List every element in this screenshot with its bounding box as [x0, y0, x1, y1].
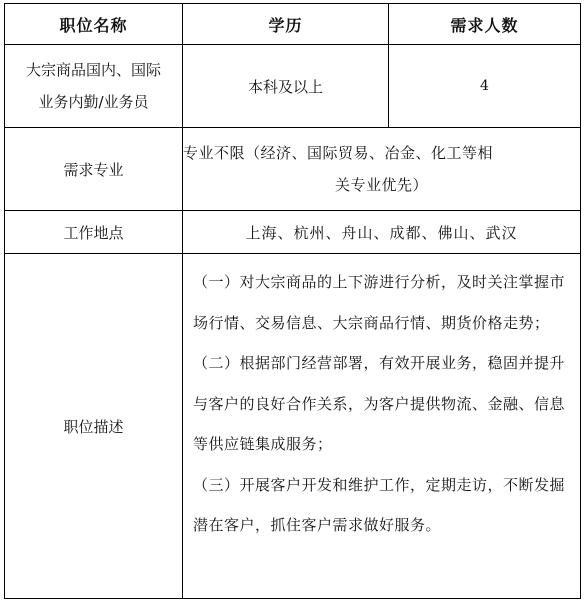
major-value-line2: 关专业优先）: [334, 176, 428, 194]
description-item-1: （一）对大宗商品的上下游进行分析，及时关注掌握市场行情、交易信息、大宗商品行情、期货价格走势；: [193, 273, 566, 332]
major-value-cell: [183, 128, 581, 211]
table-row-major: [5, 128, 581, 211]
position-title-line1: 大宗商品国内、国际: [25, 61, 161, 79]
major-value-line1: 专业不限（经济、国际贸易、冶金、化工等相: [183, 144, 494, 162]
location-label: 工作地点: [5, 211, 183, 254]
headcount-value: 4: [389, 45, 581, 128]
description-item-3: （三）开展客户开发和维护工作，定期走访，不断发掘潜在客户，抓住客户需求做好服务。: [193, 475, 566, 534]
location-value: 上海、杭州、舟山、成都、佛山、武汉: [183, 211, 581, 254]
description-label: 职位描述: [5, 254, 183, 599]
description-cell: [183, 254, 581, 599]
header-education: 学历: [183, 4, 389, 45]
header-position-name: 职位名称: [5, 4, 183, 45]
education-value: 本科及以上: [183, 45, 389, 128]
job-requirements-table: [4, 3, 581, 599]
description-item-2: （二）根据部门经营部署，有效开展业务，稳固并提升与客户的良好合作关系，为客户提供物流、金融、信息等供应链集成服务；: [193, 354, 566, 453]
position-title-cell: [5, 45, 183, 128]
table-row-description: [5, 254, 581, 599]
header-headcount: 需求人数: [389, 4, 581, 45]
table-row-location: [5, 211, 581, 254]
table-row-position: [5, 45, 581, 128]
table-header-row: [5, 4, 581, 45]
position-title-line2: 业务内勤/业务员: [38, 93, 149, 111]
major-label: 需求专业: [5, 128, 183, 211]
